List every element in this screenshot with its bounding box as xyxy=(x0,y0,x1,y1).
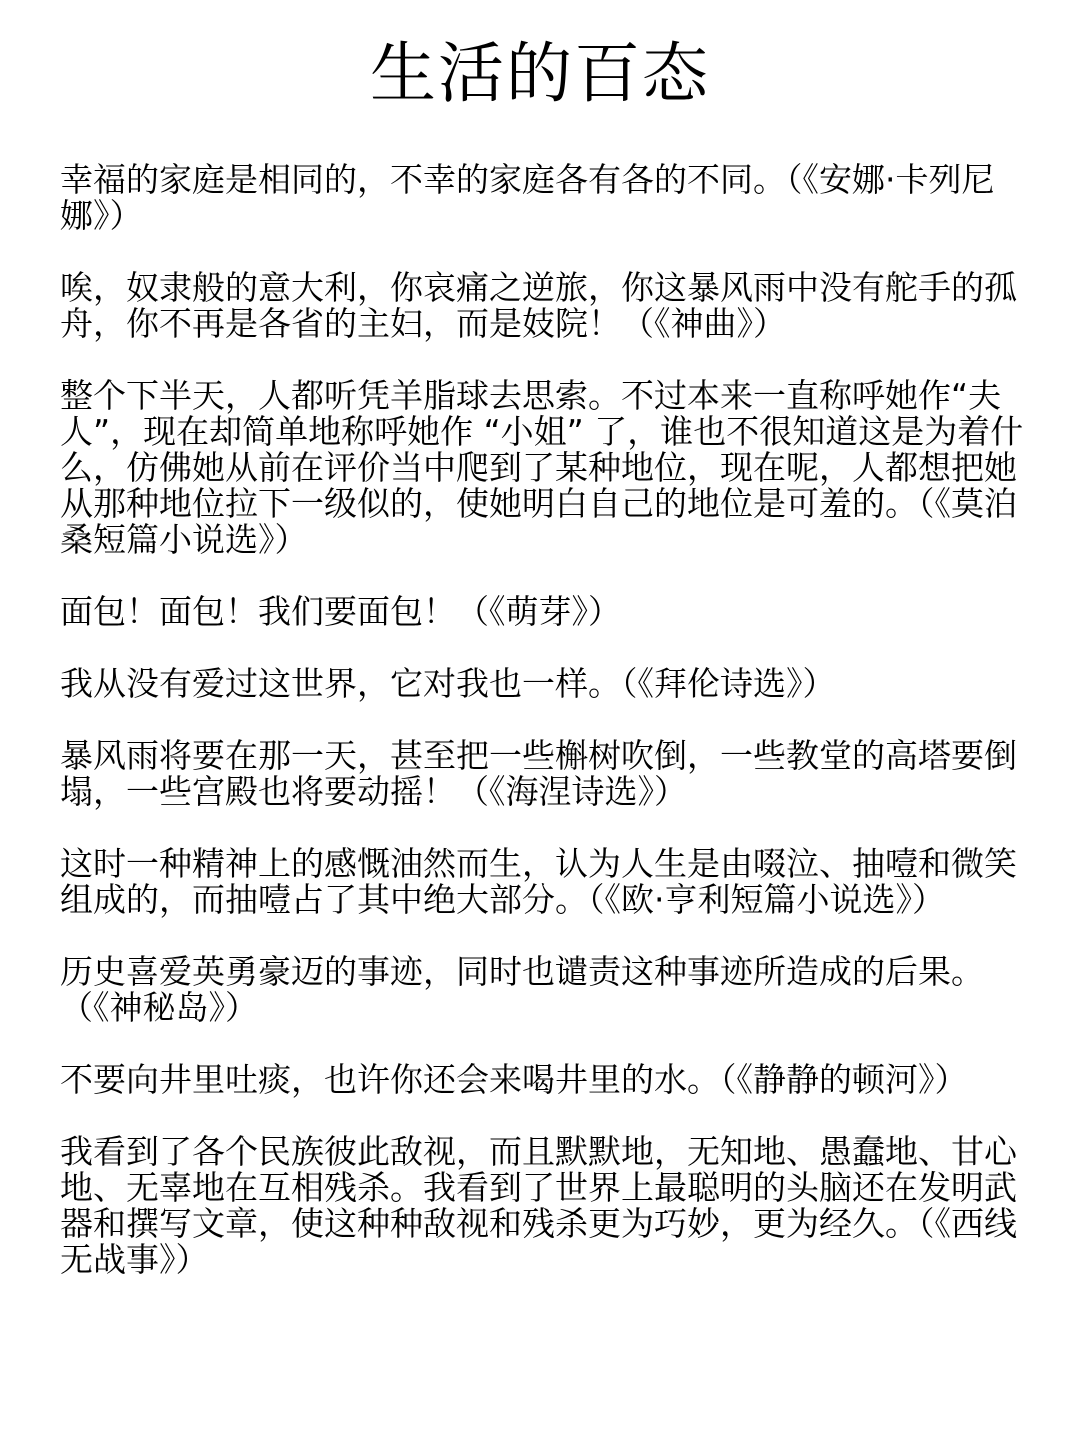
quote-paragraph: 历史喜爱英勇豪迈的事迹，同时也谴责这种事迹所造成的后果。（《神秘岛》） xyxy=(60,952,984,1027)
quote-paragraph: 面包！面包！我们要面包！（《萌芽》） xyxy=(60,592,621,631)
quote-paragraph: 我从没有爱过这世界，它对我也一样。（《拜伦诗选》） xyxy=(60,664,836,703)
quote-paragraph: 这时一种精神上的感慨油然而生，认为人生是由啜泣、抽噎和微笑组成的，而抽噎占了其中绝大部分。（《欧·亨利短篇小说选》） xyxy=(60,844,1017,919)
quote-paragraph: 唉，奴隶般的意大利，你哀痛之逆旅，你这暴风雨中没有舵手的孤舟，你不再是各省的主妇，而是妓院！（《神曲》） xyxy=(60,268,1017,343)
quote-list xyxy=(60,162,1035,1314)
quote-paragraph: 暴风雨将要在那一天，甚至把一些槲树吹倒，一些教堂的高塔要倒塌，一些宫殿也将要动摇！（《海涅诗选》） xyxy=(60,736,1017,811)
quote-paragraph: 我看到了各个民族彼此敌视，而且默默地，无知地、愚蠢地、甘心地、无辜地在互相残杀。我看到了世界上最聪明的头脑还在发明武器和撰写文章，使这种种敌视和残杀更为巧妙，更为经久。（《西线无战事》） xyxy=(60,1132,1017,1279)
page-title: 生活的百态 xyxy=(370,35,710,112)
quote-paragraph: 整个下半天，人都听凭羊脂球去思索。不过本来一直称呼她作“夫人”，现在却简单地称呼她作 “小姐” 了，谁也不很知道这是为着什么，仿佛她从前在评价当中爬到了某种地位，现在呢，人都想把她从那种地位拉下一级似的，使她明白自己的地位是可羞的。（《莫泊桑短篇小说选》） xyxy=(60,376,1024,559)
quote-paragraph: 幸福的家庭是相同的，不幸的家庭各有各的不同。（《安娜·卡列尼娜》） xyxy=(60,160,995,235)
quote-paragraph: 不要向井里吐痰，也许你还会来喝井里的水。（《静静的顿河》） xyxy=(60,1060,968,1099)
